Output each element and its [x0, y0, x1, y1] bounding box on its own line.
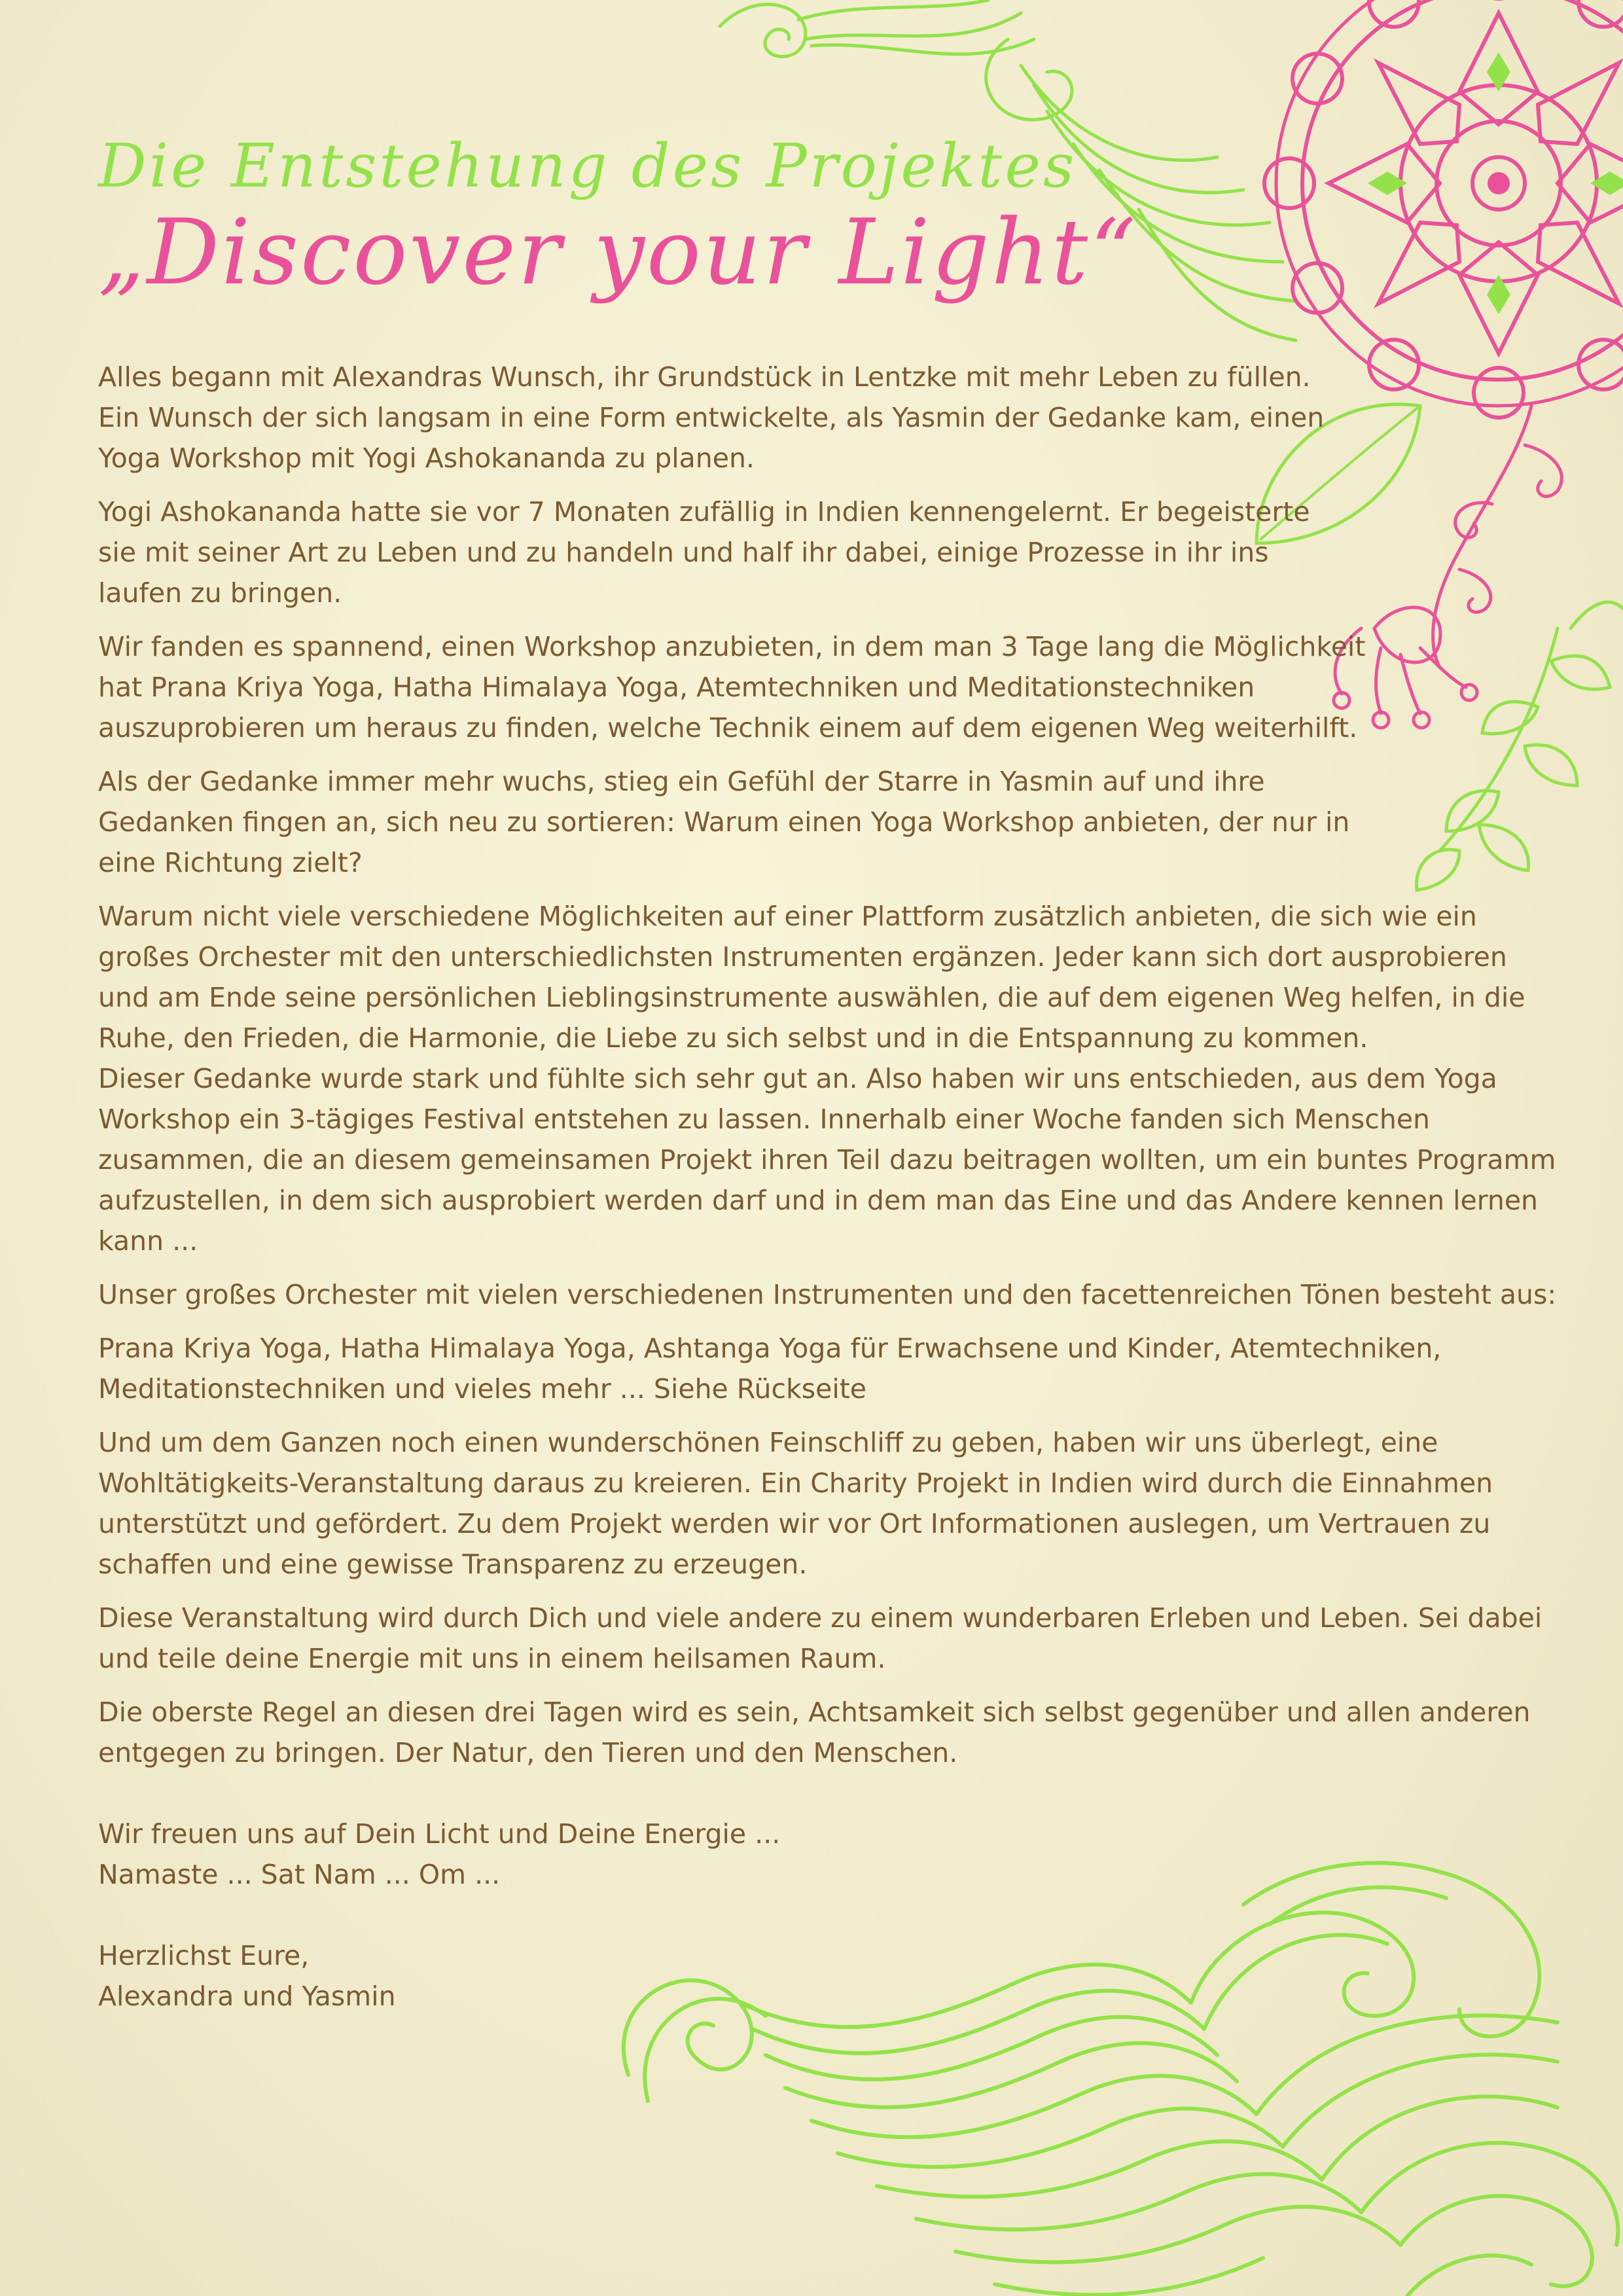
page-title: „Discover your Light“ [98, 200, 1138, 305]
paragraph: Prana Kriya Yoga, Hatha Himalaya Yoga, Ashtanga Yoga für Erwachsene und Kinder, Atemtechniken, Meditationstechniken und vieles mehr ... Siehe Rückseite [98, 1333, 1442, 1405]
title-line1: Die Entstehung des Projektes [98, 131, 1077, 201]
paragraph: Als der Gedanke immer mehr wuchs, stieg ein Gefühl der Starre in Yasmin auf und ihre Gedanken fingen an, sich neu zu sortieren: Warum einen Yoga Workshop anbieten, der nur in eine Richtung zielt? [98, 766, 1350, 878]
paragraph: Die oberste Regel an diesen drei Tagen wird es sein, Achtsamkeit sich selbst gegenüber und allen anderen entgegen zu bringen. Der Natur, den Tieren und den Menschen. [98, 1696, 1531, 1768]
body-text [98, 357, 1564, 2017]
paragraph: Alles begann mit Alexandras Wunsch, ihr Grundstück in Lentzke mit mehr Leben zu füllen. Ein Wunsch der sich langsam in eine Form entwickelte, als Yasmin der Gedanke kam, einen Yoga Workshop mit Yogi Ashokananda zu planen. [98, 361, 1325, 474]
paragraph: Unser großes Orchester mit vielen verschiedenen Instrumenten und den facettenreichen Tönen besteht aus: [98, 1279, 1557, 1310]
paragraph: Und um dem Ganzen noch einen wunderschönen Feinschliff zu geben, haben wir uns überlegt, eine Wohltätigkeits-Veranstaltung daraus zu kreieren. Ein Charity Projekt in Indien wird durch die Einnahmen unterstützt und gefördert. Zu dem Projekt werden wir vor Ort Informationen auslegen, um Vertrauen zu schaffen und eine gewisse Transparenz zu erzeugen. [98, 1427, 1493, 1580]
closing-line: Namaste ... Sat Nam ... Om ... [98, 1859, 501, 1890]
paragraph: Warum nicht viele verschiedene Möglichkeiten auf einer Plattform zusätzlich anbieten, die sich wie ein großes Orchester mit den unterschiedlichsten Instrumenten ergänzen. Jeder kann sich dort ausprobieren und am Ende seine persönlichen Lieblingsinstrumente auswählen, die auf dem eigenen Weg helfen, in die Ruhe, den Frieden, die Harmonie, die Liebe zu sich selbst und in die Entspannung zu kommen. [98, 901, 1525, 1054]
closing-line: Wir freuen uns auf Dein Licht und Deine Energie ... [98, 1818, 781, 1850]
signature-greeting: Herzlichst Eure, [98, 1940, 310, 1971]
paragraph: Diese Veranstaltung wird durch Dich und viele andere zu einem wunderbaren Erleben und Leben. Sei dabei und teile deine Energie mit uns in einem heilsamen Raum. [98, 1602, 1543, 1674]
signature-names: Alexandra und Yasmin [98, 1981, 396, 2012]
paragraph: Yogi Ashokananda hatte sie vor 7 Monaten zufällig in Indien kennengelernt. Er begeisterte sie mit seiner Art zu Leben und zu handeln und half ihr dabei, einige Prozesse in ihr ins laufen zu bringen. [98, 496, 1310, 609]
paragraph: Dieser Gedanke wurde stark und fühlte sich sehr gut an. Also haben wir uns entschieden, aus dem Yoga Workshop ein 3-tägiges Festival entstehen zu lassen. Innerhalb einer Woche fanden sich Menschen zusammen, die an diesem gemeinsamen Projekt ihren Teil dazu beitragen wollten, um ein buntes Programm aufzustellen, in dem sich ausprobiert werden darf und in dem man das Eine und das Andere kennen lernen kann ... [98, 1063, 1556, 1257]
paragraph: Wir fanden es spannend, einen Workshop anzubieten, in dem man 3 Tage lang die Möglichkeit hat Prana Kriya Yoga, Hatha Himalaya Yoga, Atemtechniken und Meditationstechniken auszuprobieren um heraus zu finden, welche Technik einem auf dem eigenen Weg weiterhilft. [98, 631, 1366, 744]
